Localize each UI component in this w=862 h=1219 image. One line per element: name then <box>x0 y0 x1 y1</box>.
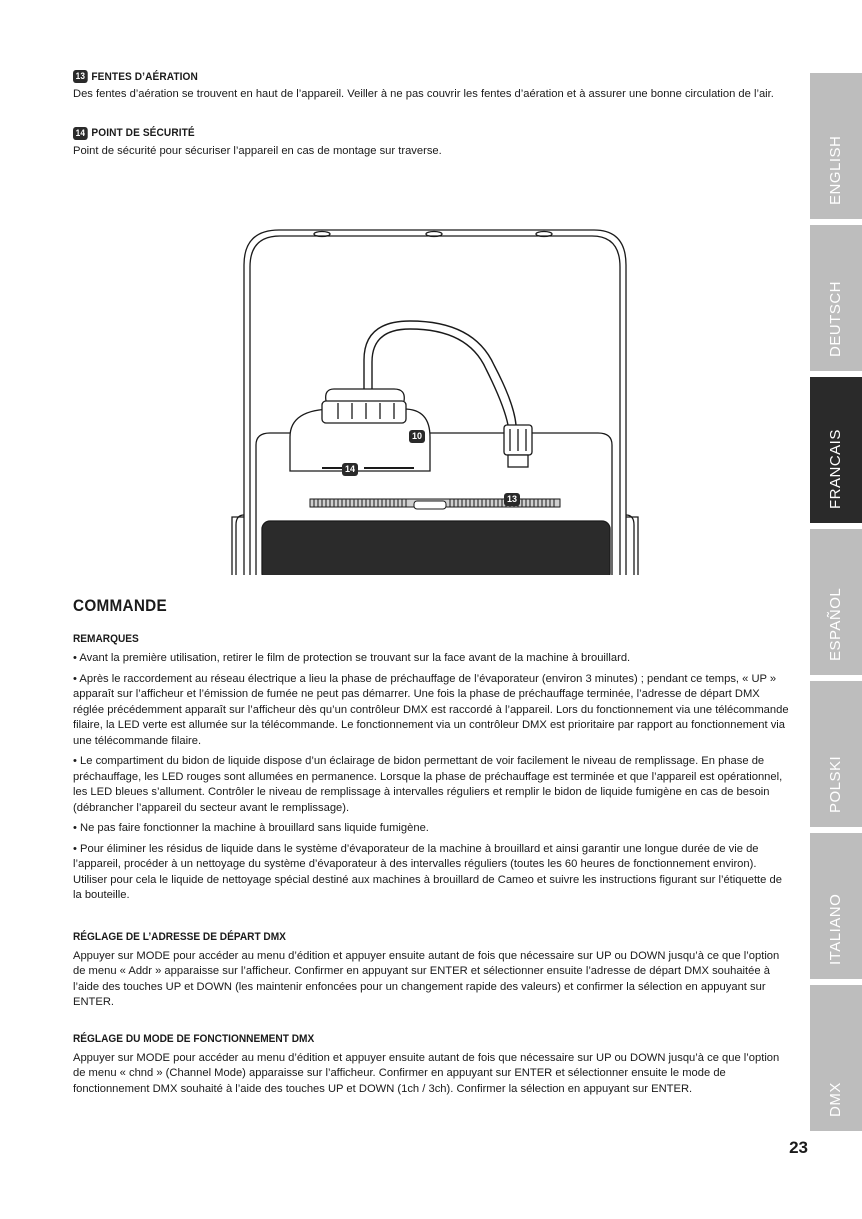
device-drawing <box>214 225 654 575</box>
tab-espanol-label: ESPAÑOL <box>827 587 844 661</box>
callout-13: 13 <box>504 493 520 506</box>
tab-dmx[interactable] <box>810 985 862 1131</box>
tab-francais-label: FRANCAIS <box>827 429 844 509</box>
tab-deutsch[interactable] <box>810 225 862 371</box>
bullet-4: • Ne pas faire fonctionner la machine à brouillard sans liquide fumigène. <box>73 822 429 834</box>
tab-deutsch-label: DEUTSCH <box>827 280 844 357</box>
bullet-3: • Le compartiment du bidon de liquide dispose d’un éclairage de bidon permettant de voir facilement le niveau de remplissage. En phase de préchauffage, les LED rouges sont allumées en permanence. Lorsque la phase de préchauffage est terminée et que l’appareil est opérationnel, les LED bleues s’allument. Contrôler le niveau de remplissage à intervalles réguliers et remplir le bidon de liquide fumigène en cas de besoin (débrancher l’appareil du secteur avant le remplissage). <box>73 755 783 814</box>
safety-heading <box>73 127 733 140</box>
language-tabs <box>810 73 862 1137</box>
tab-italiano[interactable] <box>810 833 862 979</box>
bullet-2: • Après le raccordement au réseau électrique a lieu la phase de préchauffage de l’évaporateur (environ 3 minutes) ; pendant ce temps, « UP » apparaît sur l’afficheur et l’émission de fumée ne peut pas démarrer. Une fois la phase de préchauffage terminée, l’adresse de départ DMX réglée précédemment apparaît sur l’afficheur dès qu’un contrôleur DMX est raccordé à l’appareil. Lors du fonctionnement via une télécommande filaire, la LED verte est allumée sur la télécommande. Le fonctionnement via un contrôleur DMX est prioritaire par rapport au fonctionnement via une télécommande filaire. <box>73 672 789 747</box>
tab-english-label: ENGLISH <box>827 135 844 205</box>
tab-espanol[interactable] <box>810 529 862 675</box>
notes-heading: REMARQUES <box>73 633 139 645</box>
vents-text: Des fentes d’aération se trouvent en haut de l’appareil. Veiller à ne pas couvrir les fentes d’aération et à assurer une bonne circulation de l’air. <box>73 88 774 100</box>
tab-francais[interactable] <box>810 377 862 523</box>
top-sections <box>73 70 790 159</box>
safety-title: POINT DE SÉCURITÉ <box>91 127 195 139</box>
tab-english[interactable] <box>810 73 862 219</box>
section-title-commande: COMMANDE <box>73 596 167 615</box>
dmx-address-text: Appuyer sur MODE pour accéder au menu d’édition et appuyer ensuite autant de fois que nécessaire sur UP ou DOWN jusqu’à ce que l’option de menu « Addr » apparaisse sur l’afficheur. Confirmer en appuyant sur ENTER et sélectionner ensuite l’adresse de départ DMX souhaitée à l’aide des touches UP et DOWN (les maintenir enfoncées pour un changement rapide des valeurs) et confirmer la sélection en appuyant sur ENTER. <box>73 949 780 1008</box>
dmx-address-heading: RÉGLAGE DE L’ADRESSE DE DÉPART DMX <box>73 930 286 943</box>
tab-dmx-label: DMX <box>827 1082 844 1117</box>
front-panel <box>262 521 610 575</box>
commande-body <box>73 633 790 1097</box>
bullet-5: • Pour éliminer les résidus de liquide dans le système d’évaporateur de la machine à brouillard et ainsi garantir une longue durée de vie de l’appareil, procéder à un nettoyage du système d’évaporateur à des intervalles réguliers (toutes les 60 heures de fonctionnement environ). Utiliser pour cela le liquide de nettoyage spécial destiné aux machines à brouillard de Cameo et suivre les instructions figurant sur l’étiquette de la bouteille. <box>73 842 782 901</box>
tab-italiano-label: ITALIANO <box>827 893 844 965</box>
vent-grid <box>310 499 560 509</box>
dmx-mode-heading: RÉGLAGE DU MODE DE FONCTIONNEMENT DMX <box>73 1032 315 1045</box>
dmx-mode-text: Appuyer sur MODE pour accéder au menu d’édition et appuyer ensuite autant de fois que nécessaire sur UP ou DOWN jusqu’à ce que l’option de menu « chnd » (Channel Mode) apparaisse sur l’afficheur. Confirmer en appuyant sur ENTER et sélectionner ensuite le mode de fonctionnement DMX souhaité à l’aide des touches UP et DOWN (1ch / 3ch). Confirmer la sélection en appuyant sur ENTER. <box>73 1051 780 1095</box>
page-number: 23 <box>789 1138 808 1157</box>
bullet-1: • Avant la première utilisation, retirer le film de protection se trouvant sur la face avant de la machine à brouillard. <box>73 652 631 664</box>
callout-10: 10 <box>409 430 425 443</box>
safety-text: Point de sécurité pour sécuriser l’appareil en cas de montage sur traverse. <box>73 144 442 157</box>
tab-polski-label: POLSKI <box>827 755 844 813</box>
vents-badge: 13 <box>73 70 88 83</box>
callout-14: 14 <box>342 463 358 476</box>
vents-title: FENTES D’AÉRATION <box>91 70 198 83</box>
safety-badge: 14 <box>73 127 88 140</box>
device-illustration <box>214 225 654 575</box>
tab-polski[interactable] <box>810 681 862 827</box>
vents-heading <box>73 70 733 83</box>
